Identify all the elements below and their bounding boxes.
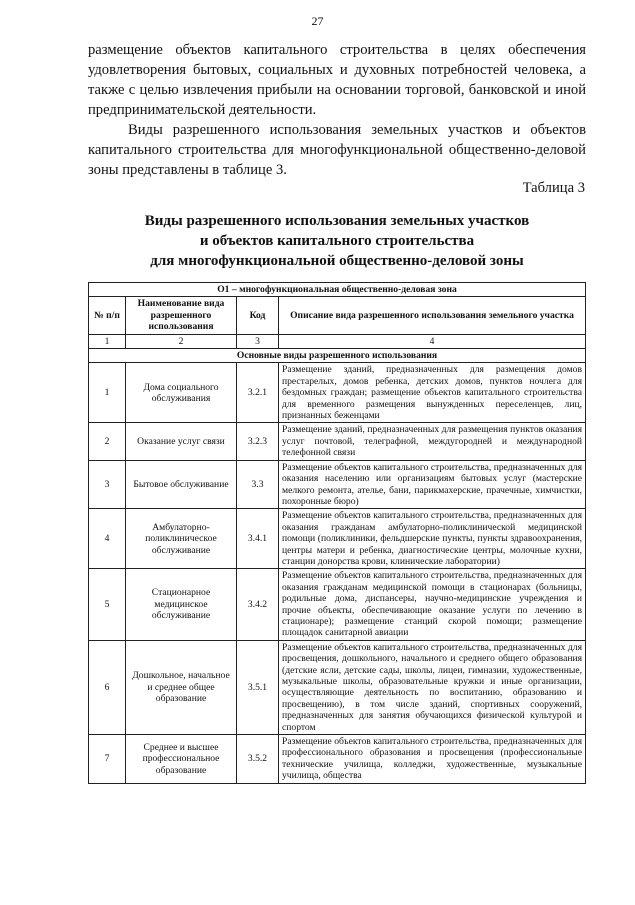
table-row — [89, 509, 586, 569]
zone-title: О1 – многофункциональная общественно-деловая зона — [89, 283, 586, 297]
heading-line-2: и объектов капитального строительства — [199, 233, 475, 249]
row-description: Размещение объектов капитального строительства, предназначенных для профессионального образования и просвещения (профессиональные технические училища, колледжи, художественные, музыкальные училища, общества — [279, 735, 586, 784]
row-name: Бытовое обслуживание — [126, 460, 237, 509]
row-num: 5 — [89, 569, 126, 640]
table-row — [89, 735, 586, 784]
table-row — [89, 460, 586, 509]
column-number: 1 — [89, 334, 126, 348]
row-code: 3.2.1 — [237, 363, 279, 423]
row-description: Размещение объектов капитального строительства, предназначенных для просвещения, дошкольного, начального и среднего общего образования (детские ясли, детские сады, школы, лицеи, гимназии, художественные, музыкальные школы, образовательные кружки и иные организации, осуществляющие деятельность по воспитанию, образованию и просвещению), в том числе зданий, спортивных сооружений, предназначенных для занятия обучающихся физической культурой и спортом — [279, 640, 586, 734]
row-name: Дошкольное, начальное и среднее общее образование — [126, 640, 237, 734]
intro-text — [88, 40, 586, 180]
row-num: 2 — [89, 423, 126, 460]
row-description: Размещение объектов капитального строительства, предназначенных для оказания населению или организациям бытовых услуг (мастерские мелкого ремонта, ателье, бани, парикмахерские, прачечные, химчистки, похоронные бюро) — [279, 460, 586, 509]
row-num: 6 — [89, 640, 126, 734]
row-code: 3.2.3 — [237, 423, 279, 460]
row-code: 3.5.1 — [237, 640, 279, 734]
header-num: № п/п — [89, 297, 126, 334]
section-title-row — [89, 349, 586, 363]
header-row — [89, 297, 586, 334]
header-name: Наименование вида разрешенного использования — [126, 297, 237, 334]
row-description: Размещение зданий, предназначенных для размещения домов престарелых, домов ребенка, детских домов, пунктов ночлега для бездомных граждан; размещение объектов капитального строительства для временного размещения вынужденных переселенцев, лиц, признанных беженцами — [279, 363, 586, 423]
column-number: 3 — [237, 334, 279, 348]
row-num: 4 — [89, 509, 126, 569]
table-heading — [88, 211, 586, 271]
table-row — [89, 569, 586, 640]
row-num: 1 — [89, 363, 126, 423]
intro-paragraph-1: размещение объектов капитального строительства в целях обеспечения удовлетворения бытовых, социальных и духовных потребностей человека, а также с целью извлечения прибыли на основании торговой, банковской и иной предпринимательской деятельности. — [88, 42, 586, 118]
row-name: Стационарное медицинское обслуживание — [126, 569, 237, 640]
intro-paragraph-2: Виды разрешенного использования земельных участков и объектов капитального строительства для многофункциональной общественно-деловой зоны представлены в таблице 3. — [88, 122, 586, 178]
row-name: Оказание услуг связи — [126, 423, 237, 460]
column-number: 2 — [126, 334, 237, 348]
header-description: Описание вида разрешенного использования земельного участка — [279, 297, 586, 334]
section-title: Основные виды разрешенного использования — [89, 349, 586, 363]
row-description: Размещение зданий, предназначенных для размещения пунктов оказания услуг почтовой, телеграфной, междугородней и международной телефонной связи — [279, 423, 586, 460]
table-label: Таблица 3 — [522, 180, 585, 196]
page-number: 27 — [311, 14, 324, 28]
row-code: 3.5.2 — [237, 735, 279, 784]
column-number-row — [89, 334, 586, 348]
header-code: Код — [237, 297, 279, 334]
row-name: Амбулаторно-поликлиническое обслуживание — [126, 509, 237, 569]
zone-title-row — [89, 283, 586, 297]
table-row — [89, 640, 586, 734]
row-code: 3.4.1 — [237, 509, 279, 569]
row-name: Среднее и высшее профессиональное образование — [126, 735, 237, 784]
row-num: 3 — [89, 460, 126, 509]
table-row — [89, 423, 586, 460]
row-code: 3.4.2 — [237, 569, 279, 640]
column-number: 4 — [279, 334, 586, 348]
zone-table — [88, 282, 586, 784]
heading-line-3: для многофункциональной общественно-деловой зоны — [150, 253, 524, 269]
row-code: 3.3 — [237, 460, 279, 509]
table-row — [89, 363, 586, 423]
heading-line-1: Виды разрешенного использования земельных участков — [144, 213, 530, 229]
row-description: Размещение объектов капитального строительства, предназначенных для оказания гражданам медицинской помощи в стационарах (больницы, родильные дома, диспансеры, научно-медицинские учреждения и прочие объекты, обеспечивающие оказание услуги по лечению в стационаре); размещение станций скорой помощи; размещение площадок санитарной авиации — [279, 569, 586, 640]
row-name: Дома социального обслуживания — [126, 363, 237, 423]
row-num: 7 — [89, 735, 126, 784]
row-description: Размещение объектов капитального строительства, предназначенных для оказания гражданам амбулаторно-поликлинической медицинской помощи (поликлиники, фельдшерские пункты, пункты здравоохранения, центры матери и ребенка, диагностические центры, молочные кухни, станции донорства крови, клинические лаборатории) — [279, 509, 586, 569]
